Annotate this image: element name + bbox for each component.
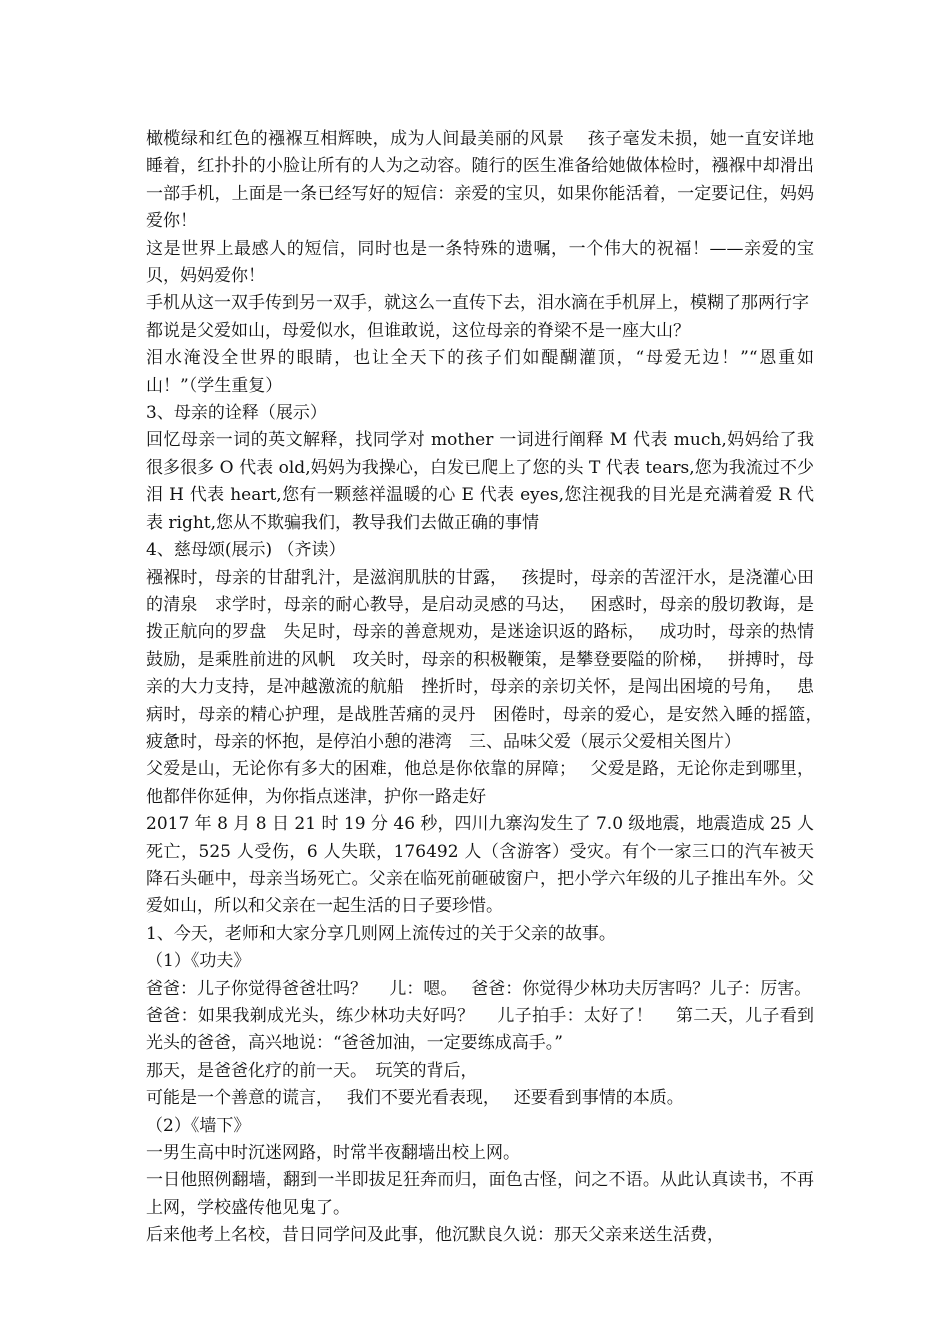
paragraph-mother-spine: 都说是父爱如山，母爱似水，但谁敢说，这位母亲的脊梁不是一座大山？ — [146, 320, 690, 341]
paragraph-wall-3: 后来他考上名校，昔日同学问及此事，他沉默良久说：那天父亲来送生活费， — [146, 1225, 724, 1246]
paragraph-father-stories-intro: 1、今天，老师和大家分享几则网上流传过的关于父亲的故事。 — [146, 923, 616, 944]
paragraph-earthquake-story: 2017 年 8 月 8 日 21 时 19 分 46 秒，四川九寨沟发生了 7.0 级地震，地震造成 25 人死亡，525 人受伤，6 人失联，176492 人（含游客）受灾。有个一家三口的汽车被天降石头砸中，母亲当场死亡。父亲在临死前砸破窗户，把小学六年级的儿子推出车外。父爱如山，所以和父亲在一起生活的日子要珍惜。 — [146, 814, 814, 917]
paragraph-kungfu-dialog-1: 爸爸：儿子你觉得爸爸壮吗？ 儿：嗯。 爸爸：你觉得少林功夫厉害吗？儿子：厉害。 — [146, 978, 812, 999]
paragraph-wall-1: 一男生高中时沉迷网路，时常半夜翻墙出校上网。 — [146, 1143, 520, 1164]
paragraph-phone-passed: 手机从这一双手传到另一双手，就这么一直传下去，泪水滴在手机屏上，模糊了那两行字 — [146, 293, 809, 314]
section-heading-ode-to-mother: 4、慈母颂(展示) （齐读） — [146, 540, 346, 561]
paragraph-swaddle-story: 橄榄绿和红色的襁褓互相辉映，成为人间最美丽的风景 孩子毫发未损，她一直安详地睡着，红扑扑的小脸让所有的人为之动容。随行的医生准备给她做体检时，襁褓中却滑出一部手机，上面是一条已经写好的短信：亲爱的宝贝，如果你能活着，一定要记住，妈妈爱你！ — [146, 129, 814, 232]
document-page — [146, 126, 837, 1250]
paragraph-wall-2: 一日他照例翻墙，翻到一半即拔足狂奔而归，面色古怪，问之不语。从此认真读书，不再上网，学校盛传他见鬼了。 — [146, 1170, 814, 1218]
paragraph-tears-world: 泪水淹没全世界的眼睛，也让全天下的孩子们如醍醐灌顶，“母爱无边！”“恩重如山！”（学生重复） — [146, 348, 814, 396]
section-heading-mother-interpretation: 3、母亲的诠释（展示） — [146, 403, 327, 424]
paragraph-touching-message: 这是世界上最感人的短信，同时也是一条特殊的遗嘱，一个伟大的祝福！——亲爱的宝贝，妈妈爱你！ — [146, 238, 814, 287]
paragraph-mother-acronym: 回忆母亲一词的英文解释，找同学对 mother 一词进行阐释 M 代表 much,妈妈给了我很多很多 O 代表 old,妈妈为我操心，白发已爬上了您的头 T 代表 tears,您为我流过不少泪 H 代表 heart,您有一颗慈祥温暖的心 E 代表 eyes,您注视我的目光是充满着爱 R 代表 right,您从不欺骗我们，教导我们去做正确的事情 — [146, 430, 814, 533]
paragraph-kungfu-dialog-2: 爸爸：如果我剃成光头，练少林功夫好吗？ 儿子拍手：太好了！ 第二天，儿子看到光头的爸爸，高兴地说：“爸爸加油，一定要练成高手。” — [146, 1006, 814, 1054]
paragraph-ode-to-mother: 襁褓时，母亲的甘甜乳汁，是滋润肌肤的甘露， 孩提时，母亲的苦涩汗水，是浇灌心田的清泉 求学时，母亲的耐心教导，是启动灵感的马达， 困惑时，母亲的殷切教诲，是拨正航向的罗盘 失足时，母亲的善意规劝，是迷途识返的路标， 成功时，母亲的热情鼓励，是乘胜前进的风帆 攻关时，母亲的积极鞭策，是攀登要隘的阶梯， 拼搏时，母亲的大力支持，是冲越激流的航船 挫折时，母亲的亲切关怀，是闯出困境的号角， 患病时，母亲的精心护理，是战胜苦痛的灵丹 困倦时，母亲的爱心，是安然入睡的摇篮， 疲惫时，母亲的怀抱，是停泊小憩的港湾 三、品味父爱（展示父爱相关图片） — [146, 567, 837, 752]
paragraph-kungfu-chemo: 那天，是爸爸化疗的前一天。 玩笑的背后， — [146, 1060, 478, 1081]
paragraph-father-mountain: 父爱是山，无论你有多大的困难，他总是你依靠的屏障； 父爱是路，无论你走到哪里，他都伴你延伸，为你指点迷津，护你一路走好 — [146, 759, 814, 807]
paragraph-kungfu-moral: 可能是一个善意的谎言， 我们不要光看表现， 还要看到事情的本质。 — [146, 1088, 684, 1109]
story-title-kungfu: （1）《功夫》 — [146, 951, 251, 972]
story-title-under-wall: （2）《墙下》 — [146, 1115, 251, 1136]
